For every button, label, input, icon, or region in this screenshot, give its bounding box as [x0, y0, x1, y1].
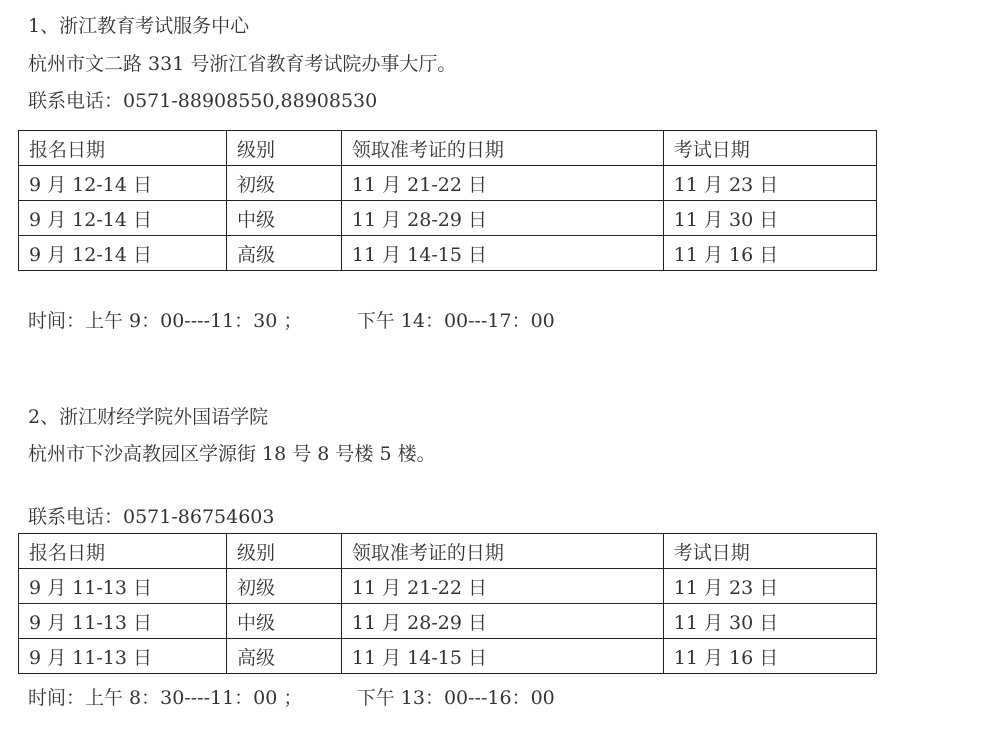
section-2-address: 杭州市下沙高教园区学源街 18 号 8 号楼 5 楼。 — [28, 443, 436, 465]
table-cell: 11 月 28-29 日 — [341, 201, 663, 236]
table-cell: 初级 — [227, 569, 342, 604]
table-row — [19, 604, 877, 639]
table-cell: 高级 — [227, 236, 342, 271]
table-row — [19, 569, 877, 604]
section-1-schedule-table — [18, 130, 877, 271]
header-ticket-pickup-date: 领取准考证的日期 — [341, 534, 663, 569]
section-1-title: 1、浙江教育考试服务中心 — [28, 15, 250, 37]
table-cell: 9 月 11-13 日 — [19, 639, 227, 674]
section-2-phone: 联系电话：0571-86754603 — [28, 506, 275, 528]
section-2-office-hours: 时间：上午 8：30----11：00 ； 下午 13：00---16：00 — [28, 687, 555, 709]
header-registration-date: 报名日期 — [19, 534, 227, 569]
table-cell: 11 月 23 日 — [663, 166, 876, 201]
table-header-row — [19, 534, 877, 569]
section-1-office-hours: 时间：上午 9：00----11：30 ； 下午 14：00---17：00 — [28, 310, 555, 332]
table-cell: 9 月 11-13 日 — [19, 604, 227, 639]
table-cell: 11 月 21-22 日 — [341, 166, 663, 201]
header-registration-date: 报名日期 — [19, 131, 227, 166]
table-cell: 9 月 12-14 日 — [19, 236, 227, 271]
table-cell: 9 月 11-13 日 — [19, 569, 227, 604]
table-cell: 11 月 30 日 — [663, 604, 876, 639]
table-cell: 中级 — [227, 604, 342, 639]
table-row — [19, 201, 877, 236]
table-cell: 11 月 23 日 — [663, 569, 876, 604]
table-cell: 11 月 21-22 日 — [341, 569, 663, 604]
table-cell: 11 月 28-29 日 — [341, 604, 663, 639]
section-1-address: 杭州市文二路 331 号浙江省教育考试院办事大厅。 — [28, 53, 457, 75]
table-cell: 11 月 16 日 — [663, 639, 876, 674]
header-level: 级别 — [227, 534, 342, 569]
table-cell: 9 月 12-14 日 — [19, 201, 227, 236]
section-2-title: 2、浙江财经学院外国语学院 — [28, 406, 269, 428]
table-cell: 高级 — [227, 639, 342, 674]
table-cell: 11 月 30 日 — [663, 201, 876, 236]
header-exam-date: 考试日期 — [663, 534, 876, 569]
table-cell: 11 月 14-15 日 — [341, 236, 663, 271]
table-cell: 11 月 14-15 日 — [341, 639, 663, 674]
table-cell: 中级 — [227, 201, 342, 236]
table-row — [19, 236, 877, 271]
header-exam-date: 考试日期 — [663, 131, 876, 166]
header-level: 级别 — [227, 131, 342, 166]
table-cell: 初级 — [227, 166, 342, 201]
table-row — [19, 166, 877, 201]
table-row — [19, 639, 877, 674]
table-cell: 11 月 16 日 — [663, 236, 876, 271]
table-cell: 9 月 12-14 日 — [19, 166, 227, 201]
section-1-phone: 联系电话：0571-88908550,88908530 — [28, 90, 378, 112]
section-2-schedule-table — [18, 533, 877, 674]
table-header-row — [19, 131, 877, 166]
header-ticket-pickup-date: 领取准考证的日期 — [341, 131, 663, 166]
